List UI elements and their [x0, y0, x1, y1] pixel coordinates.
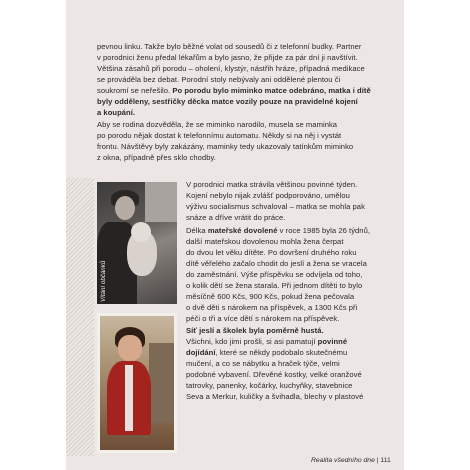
bold-text: mateřské dovolené [207, 226, 278, 235]
text-line: V porodnici matka strávila většinou povinné týden. [186, 180, 358, 189]
text-line [186, 348, 347, 358]
text-fragment: Délka [186, 226, 208, 235]
text-line: po porodu nějak dostat k telefonnímu automatu. Někdy si na něj i vystát [97, 131, 342, 140]
text-fragment: , které se někdy podobalo skutečnému [215, 348, 348, 357]
text-line: Kojení nebylo nijak zvlášť podporováno, umělou [186, 191, 350, 200]
text-line: o kolik dětí se žena starala. Při jednom dítěti to bylo [186, 281, 363, 290]
bold-text: povinné [317, 337, 348, 346]
text-fragment: v roce 1985 byla 26 týdnů, [277, 226, 371, 235]
text-line: podobné vybavení. Dřevěné kostky, velké oranžové [186, 370, 362, 379]
text-line: do dvou let věku dítěte. Po dovršení druhého roku [186, 248, 357, 257]
text-line: Aby se rodina dozvěděla, že se miminko narodilo, musela se maminka [97, 120, 338, 129]
bold-text-line: byly odděleny, sestřičky děcka matce vozily pouze na pravidelné kojení [97, 97, 358, 106]
text-fragment: Všichni, kdo jimi prošli, si asi pamatují [186, 337, 318, 346]
text-line: snáze a dříve vrátit do práce. [186, 213, 286, 222]
text-line: dítě věřelého začalo chodit do jeslí a žena se vracela [186, 259, 367, 268]
text-line: výživu socialismus schvaloval – matka se mohla pak [186, 202, 365, 211]
page-number: 111 [380, 457, 391, 464]
hatched-margin [66, 178, 94, 456]
bold-text-line: a koupání. [97, 108, 136, 117]
text-line: se prováděla bez debat. Porodní stoly nebývaly ani oddělené plentou či [97, 75, 341, 84]
bold-text: dojídání [186, 348, 216, 357]
text-line: měsíčně 600 Kčs, 900 Kčs, pokud žena pečovala [186, 292, 355, 301]
text-line [186, 226, 370, 236]
text-line: z okna, případně přes sklo chodby. [97, 153, 216, 162]
footer-separator: | [374, 457, 381, 464]
photo-caption: Vítání občánků [100, 260, 107, 302]
text-line: tatrovky, panenky, kočárky, kuchyňky, stavebnice [186, 381, 353, 390]
text-line: v porodnici ženu předal lékařům a bylo jasno, že přijde za pár dní ji navštívit. [97, 53, 358, 62]
text-line: frontu. Návštěvy byly zakázány, maminky tedy ukazovaly tatínkům miminko [97, 142, 354, 151]
running-title: Realita všedního dne [311, 457, 375, 464]
text-line [97, 86, 371, 96]
text-line [186, 337, 347, 347]
text-line: péči o tři a více dětí s nárokem na příspěvek. [186, 314, 340, 323]
bold-text-line: Síť jeslí a školek byla poměrně hustá. [186, 326, 324, 335]
text-fragment: soukromí se neřešilo. [97, 86, 171, 95]
text-line: pevnou linku. Takže bylo běžné volat od sousedů či z telefonní budky. Partner [97, 42, 362, 51]
bold-text: Po porodu bylo miminko matce odebráno, matka i dítě [170, 86, 371, 95]
text-line: mučení, a co se nábytku a hraček týče, velmi [186, 359, 340, 368]
photo-mother-baby [97, 182, 177, 304]
text-line: o dvě děti s nárokem na příspěvek, a 1300 Kčs při [186, 303, 358, 312]
text-line: Většina zásahů při porodu – oholení, klystýr, nástřih hráze, případná medikace [97, 64, 365, 73]
text-line: do zaměstnání. Výše příspěvku se odvíjela od toho, [186, 270, 363, 279]
text-line: Seva a Merkur, kuličky a švihadla, blechy v plastové [186, 392, 364, 401]
photo-child [97, 313, 177, 453]
page-footer [311, 457, 391, 464]
text-line: další mateřskou dovolenou mohla žena čerpat [186, 237, 344, 246]
